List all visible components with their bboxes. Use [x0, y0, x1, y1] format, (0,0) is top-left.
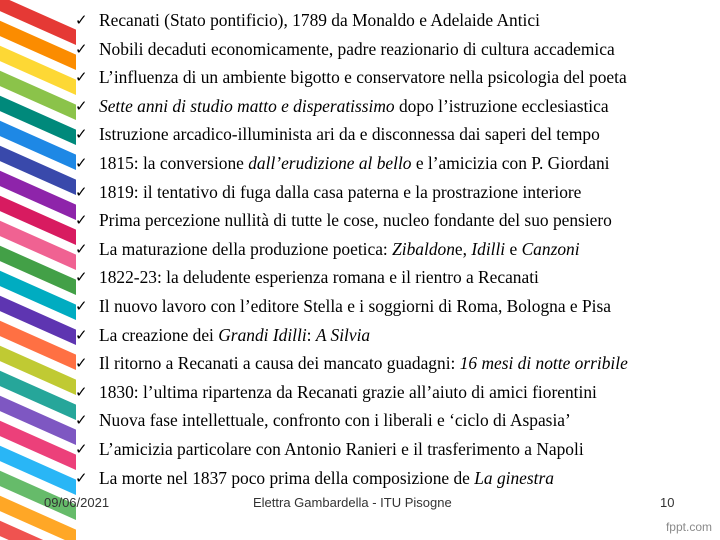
bullet-text: e l’amicizia con P. Giordani — [411, 152, 610, 173]
bullet-text: L’amicizia particolare con Antonio Ranieri e il trasferimento a Napoli — [99, 438, 584, 459]
checkmark-icon: ✓ — [75, 39, 88, 58]
bullet-text: La morte nel 1837 poco prima della composizione de — [99, 467, 475, 488]
bullet-text: Nuova fase intellettuale, confronto con i liberali e ‘ciclo di Aspasia’ — [99, 410, 571, 431]
bullet-item — [75, 321, 715, 350]
watermark: fppt.com — [665, 520, 712, 534]
bullet-text: Nobili decaduti economicamente, padre reazionario di cultura accademica — [99, 38, 615, 59]
bullet-text: 1830: l’ultima ripartenza da Recanati grazie all’aiuto di amici fiorentini — [99, 381, 597, 402]
checkmark-icon: ✓ — [75, 96, 88, 115]
checkmark-icon: ✓ — [75, 325, 88, 344]
bullet-text: Prima percezione nullità di tutte le cose, nucleo fondante del suo pensiero — [99, 210, 612, 231]
bullet-text: La ginestra — [474, 467, 554, 488]
bullet-text: La maturazione della produzione poetica: — [99, 238, 393, 259]
bullet-item — [75, 149, 715, 178]
footer-date: 09/06/2021 — [44, 495, 110, 510]
checkmark-icon: ✓ — [75, 68, 88, 87]
bullet-item — [75, 6, 715, 35]
bullet-item — [75, 435, 715, 464]
bullet-text: A Silvia — [315, 324, 371, 345]
bullet-text: Il nuovo lavoro con l’editore Stella e i soggiorni di Roma, Bologna e Pisa — [99, 295, 611, 316]
bullet-text: Recanati (Stato pontificio), 1789 da Monaldo e Adelaide Antici — [99, 10, 540, 30]
checkmark-icon: ✓ — [75, 411, 88, 430]
checkmark-icon: ✓ — [75, 354, 88, 373]
bullet-text: e — [505, 238, 522, 259]
bullet-text: Canzoni — [521, 238, 580, 259]
bullet-text: : — [306, 324, 316, 345]
checkmark-icon: ✓ — [75, 125, 88, 144]
bullet-item — [75, 63, 715, 92]
bullet-item — [75, 92, 715, 121]
bullet-text: Istruzione arcadico-illuminista ari da e disconnessa dai saperi del tempo — [99, 124, 600, 145]
bullet-item — [75, 406, 715, 435]
checkmark-icon: ✓ — [75, 182, 88, 201]
bullet-text: dopo l’istruzione ecclesiastica — [394, 95, 609, 116]
bullet-item — [75, 378, 715, 407]
bullet-item — [75, 263, 715, 292]
bullet-list — [75, 6, 715, 492]
checkmark-icon: ✓ — [75, 153, 88, 172]
checkmark-icon: ✓ — [75, 382, 88, 401]
bullet-item — [75, 35, 715, 64]
bullet-item — [75, 235, 715, 264]
footer-author: Elettra Gambardella - ITU Pisogne — [253, 495, 452, 510]
bullet-item — [75, 120, 715, 149]
bullet-text: 1819: il tentativo di fuga dalla casa paterna e la prostrazione interiore — [99, 181, 582, 202]
bullet-text: e, — [454, 238, 472, 259]
bullet-item — [75, 178, 715, 207]
bullet-text: 1815: la conversione — [99, 152, 249, 173]
bullet-text: L’influenza di un ambiente bigotto e conservatore nella psicologia del poeta — [99, 67, 627, 88]
checkmark-icon: ✓ — [75, 296, 88, 315]
footer-page-number: 10 — [660, 495, 675, 510]
bullet-text: 1822-23: la deludente esperienza romana e il rientro a Recanati — [99, 267, 539, 288]
checkmark-icon: ✓ — [75, 268, 88, 287]
bullet-text: dall’erudizione al bello — [248, 152, 412, 173]
bullet-item — [75, 349, 715, 378]
bullet-text: Grandi Idilli — [218, 324, 307, 345]
checkmark-icon: ✓ — [75, 211, 88, 230]
bullet-item — [75, 292, 715, 321]
checkmark-icon: ✓ — [75, 11, 88, 29]
pencil-border-decoration — [0, 0, 76, 540]
bullet-text: Zibaldon — [392, 238, 455, 259]
bullet-text: La creazione dei — [99, 324, 219, 345]
bullet-text: Sette anni di studio matto e disperatissimo — [99, 95, 395, 116]
bullet-item — [75, 464, 715, 493]
bullet-text: Il ritorno a Recanati a causa dei mancato guadagni: — [99, 353, 460, 374]
bullet-text: Idilli — [471, 238, 506, 259]
checkmark-icon: ✓ — [75, 468, 88, 487]
bullet-text: 16 mesi di notte orribile — [459, 353, 628, 374]
bullet-item — [75, 206, 715, 235]
checkmark-icon: ✓ — [75, 439, 88, 458]
checkmark-icon: ✓ — [75, 239, 88, 258]
